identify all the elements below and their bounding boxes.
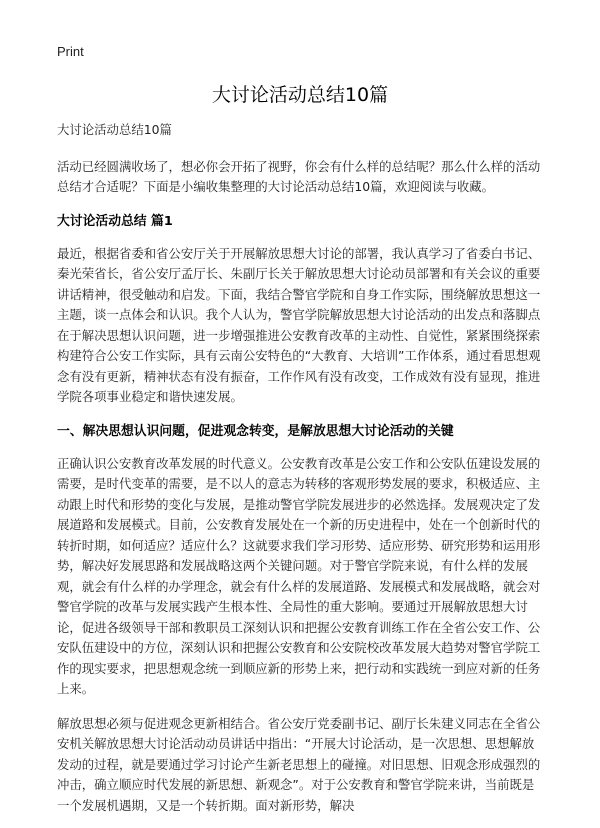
- intro-paragraph: 活动已经圆满收场了，想必你会开拓了视野，你会有什么样的总结呢？那么什么样的活动总结才合适呢？下面是小编收集整理的大讨论活动总结10篇，欢迎阅读与收藏。: [57, 158, 541, 194]
- document-title: 大讨论活动总结10篇: [211, 84, 389, 106]
- subsection-heading: 一、解决思想认识问题，促进观念转变，是解放思想大讨论活动的关键: [57, 423, 454, 439]
- document-subtitle: 大讨论活动总结10篇: [57, 122, 172, 137]
- print-label: Print: [57, 44, 84, 59]
- document-body: [57, 120, 545, 828]
- body-paragraph: 解放思想必须与促进观念更新相结合。省公安厅党委副书记、副厅长朱建义同志在全省公安机关解放思想大讨论活动动员讲话中指出：“开展大讨论活动，是一次思想、思想解放发动的过程，就是要通过学习讨论产生新老思想上的碰撞。对旧思想、旧观念形成强烈的冲击，确立顺应时代发展的新思想、新观念”。对于公安教育和警官学院来讲，当前既是一个发展机遇期，又是一个转折期。面对新形势，解决: [57, 715, 541, 813]
- body-paragraph: 正确认识公安教育改革发展的时代意义。公安教育改革是公安工作和公安队伍建设发展的需要，是时代变革的需要，是不以人的意志为转移的客观形势发展的要求，积极适应、主动跟上时代和形势的变化与发展，是推动警官学院发展进步的必然选择。发展观决定了发展道路和发展模式。目前，公安教育发展处在一个新的历史进程中，处在一个创新时代的转折时期，如何适应？适应什么？这就要求我们学习形势、适应形势、研究形势和运用形势，解决好发展思路和发展战略这两个关键问题。对于警官学院来说，有什么样的发展观，就会有什么样的办学理念，就会有什么样的发展道路、发展模式和发展战略，就会对警官学院的改革与发展实践产生根本性、全局性的重大影响。要通过开展解放思想大讨论，促进各级领导干部和教职员工深刻认识和把握公安教育训练工作在全省公安工作、公安队伍建设中的方位，深刻认识和把握公安教育和公安院校改革发展大趋势对警官学院工作的现实要求，把思想观念统一到顺应新的形势上来，把行动和实践统一到应对新的任务上来。: [57, 455, 541, 696]
- section-heading: 大讨论活动总结 篇1: [57, 213, 173, 229]
- body-paragraph: 最近，根据省委和省公安厅关于开展解放思想大讨论的部署，我认真学习了省委白书记、秦光荣省长，省公安厅孟厅长、朱副厅长关于解放思想大讨论动员部署和有关会议的重要讲话精神，很受触动和启发。下面，我结合警官学院和自身工作实际，围绕解放思想这一主题，谈一点体会和认识。我个人认为，警官学院解放思想大讨论活动的出发点和落脚点在于解决思想认识问题，进一步增强推进公安教育改革的主动性、自觉性，紧紧围绕探索构建符合公安工作实际，具有云南公安特色的“大教育、大培训”工作体系，通过看思想观念有没有更新，精神状态有没有振奋，工作作风有没有改变，工作成效有没有显现，推进学院各项事业稳定和谐快速发展。: [57, 245, 541, 404]
